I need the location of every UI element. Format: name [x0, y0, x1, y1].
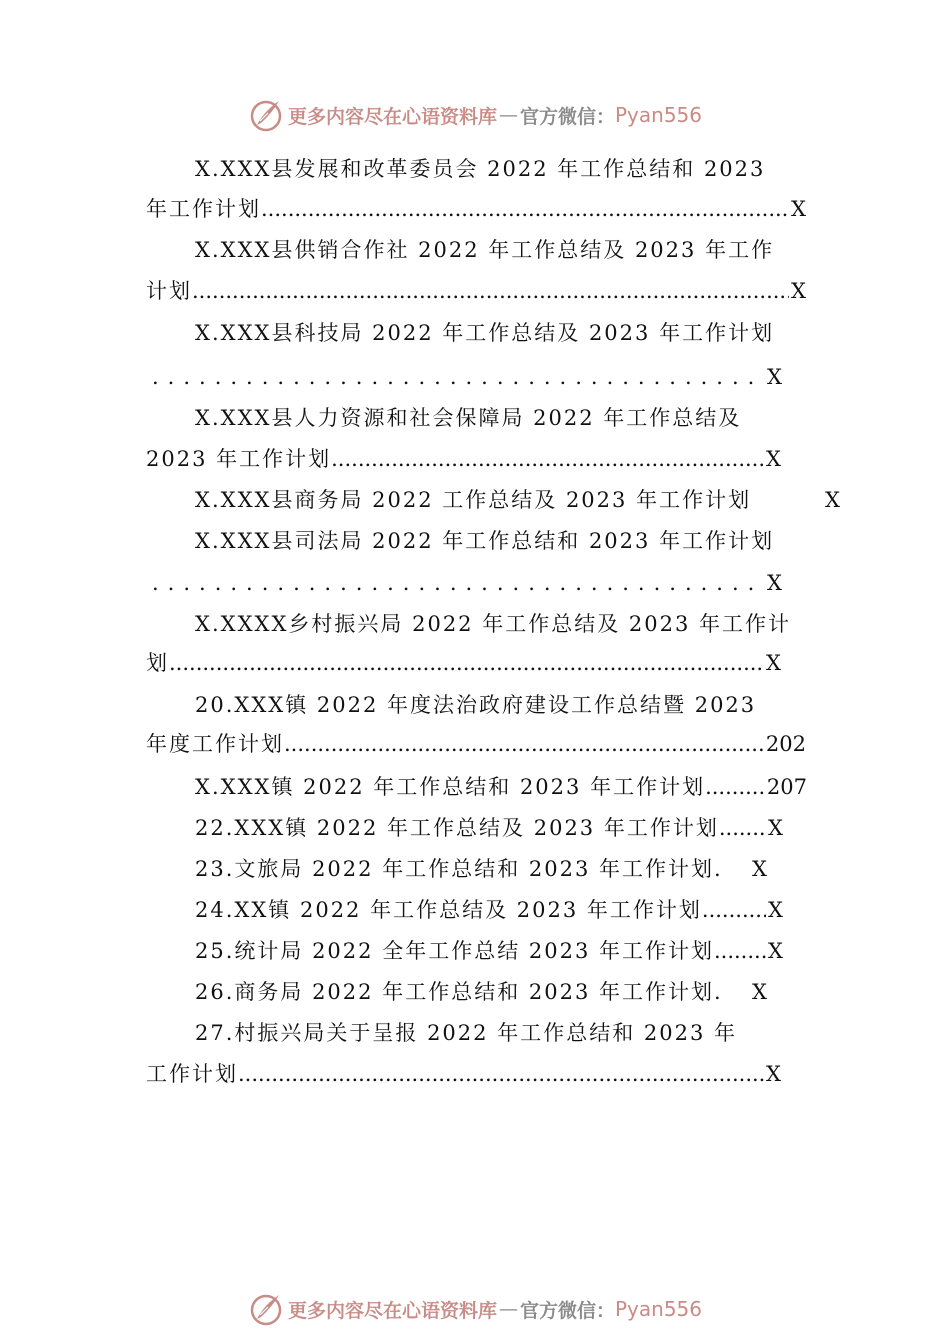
- quill-logo-icon: [248, 1291, 284, 1327]
- toc-entry-continuation[interactable]: [152, 566, 782, 600]
- watermark-separator: —: [498, 104, 518, 126]
- toc-entry-text: 27.村振兴局关于呈报 2022 年工作总结和 2023 年: [195, 1021, 737, 1045]
- toc-entry-text: X.XXX县供销合作社 2022 年工作总结及 2023 年工作: [195, 238, 775, 262]
- toc-entry-text: 年工作计划: [146, 197, 261, 221]
- toc-leader-dots: [261, 192, 789, 226]
- toc-leader-dots: [714, 934, 766, 968]
- watermark-label: 官方微信：: [519, 105, 615, 128]
- watermark-separator: —: [498, 1298, 518, 1320]
- toc-entry-continuation[interactable]: [152, 360, 782, 394]
- toc-page-number: X: [791, 197, 806, 221]
- toc-entry-single[interactable]: [195, 975, 767, 1009]
- toc-entry-title[interactable]: [195, 524, 774, 558]
- toc-entry-text: X.XXX县商务局 2022 工作总结及 2023 年工作计划: [195, 488, 752, 512]
- watermark-wechat-id: Pyan556: [615, 1297, 703, 1321]
- watermark-wechat-id: Pyan556: [615, 103, 703, 127]
- toc-entry-single[interactable]: [195, 483, 840, 517]
- toc-entry-title[interactable]: [195, 152, 795, 186]
- toc-entry-title[interactable]: [195, 316, 774, 350]
- toc-leader-dots: [152, 566, 765, 600]
- watermark-text: 更多内容尽在心语资料库: [287, 1299, 497, 1322]
- watermark-text: 更多内容尽在心语资料库: [287, 105, 497, 128]
- toc-page-number: X: [766, 1062, 781, 1086]
- toc-leader-dots: [192, 274, 789, 308]
- toc-page-number: X: [825, 488, 840, 512]
- toc-entry-text: X.XXX镇 2022 年工作总结和 2023 年工作计划: [195, 775, 706, 799]
- toc-leader-dots: [331, 442, 764, 476]
- toc-entry-single[interactable]: [195, 770, 807, 804]
- toc-entry-single[interactable]: [195, 852, 767, 886]
- toc-entry-text: X.XXXX乡村振兴局 2022 年工作总结及 2023 年工作计: [195, 612, 792, 636]
- toc-leader-dots: [705, 770, 765, 804]
- toc-entry-text: 2023 年工作计划: [146, 447, 332, 471]
- toc-entry-text: 24.XX镇 2022 年工作总结及 2023 年工作计划: [195, 898, 702, 922]
- toc-leader-dots: [719, 811, 766, 845]
- toc-page-number: X: [752, 857, 767, 881]
- toc-entry-text: 25.统计局 2022 全年工作总结 2023 年工作计划: [195, 939, 714, 963]
- toc-entry-continuation[interactable]: [146, 646, 781, 680]
- toc-entry-text: X.XXX县人力资源和社会保障局 2022 年工作总结及: [195, 406, 742, 430]
- toc-entry-title[interactable]: [195, 401, 741, 435]
- toc-page-number: X: [791, 279, 806, 303]
- toc-entry-title[interactable]: [195, 233, 774, 267]
- toc-entry-text: 年度工作计划: [146, 732, 284, 756]
- toc-page-number: X: [768, 816, 783, 840]
- toc-entry-continuation[interactable]: [146, 274, 806, 308]
- toc-entry-single[interactable]: [195, 893, 783, 927]
- toc-entry-text: 计划: [146, 279, 192, 303]
- toc-entry-continuation[interactable]: [146, 192, 806, 226]
- toc-entry-continuation[interactable]: [146, 1057, 781, 1091]
- toc-entry-title[interactable]: [195, 688, 756, 722]
- toc-entry-title[interactable]: [195, 607, 791, 641]
- toc-page-number: X: [766, 447, 781, 471]
- watermark-footer: [0, 1289, 950, 1329]
- toc-page-number: 202: [765, 732, 806, 756]
- toc-page-number: X: [752, 980, 767, 1004]
- toc-entry-text: 22.XXX镇 2022 年工作总结及 2023 年工作计划: [195, 816, 719, 840]
- toc-entry-text: X.XXX县司法局 2022 年工作总结和 2023 年工作计划: [195, 529, 775, 553]
- toc-page-number: 207: [766, 775, 807, 799]
- toc-leader-dots: [702, 893, 766, 927]
- toc-page-number: X: [767, 571, 782, 595]
- toc-entry-text: X.XXX县发展和改革委员会 2022 年工作总结和 2023: [195, 157, 766, 181]
- toc-leader-dots: [152, 360, 765, 394]
- toc-entry-single[interactable]: [195, 811, 783, 845]
- toc-entry-text: 23.文旅局 2022 年工作总结和 2023 年工作计划.: [195, 857, 723, 881]
- toc-leader-dots: [238, 1057, 764, 1091]
- toc-entry-title[interactable]: [195, 1016, 737, 1050]
- toc-entry-text: X.XXX县科技局 2022 年工作总结及 2023 年工作计划: [195, 321, 775, 345]
- toc-entry-text: 26.商务局 2022 年工作总结和 2023 年工作计划.: [195, 980, 723, 1004]
- toc-page-number: X: [767, 365, 782, 389]
- toc-entry-text: 工作计划: [146, 1062, 238, 1086]
- toc-page-number: X: [768, 939, 783, 963]
- toc-entry-single[interactable]: [195, 934, 783, 968]
- watermark-label: 官方微信：: [519, 1299, 615, 1322]
- toc-leader-dots: [169, 646, 764, 680]
- toc-entry-text: 划: [146, 651, 169, 675]
- toc-page-number: X: [768, 898, 783, 922]
- toc-entry-continuation[interactable]: [146, 727, 806, 761]
- toc-entry-continuation[interactable]: [146, 442, 781, 476]
- toc-leader-dots: [284, 727, 764, 761]
- toc-page-number: X: [766, 651, 781, 675]
- toc-entry-text: 20.XXX镇 2022 年度法治政府建设工作总结暨 2023: [195, 693, 757, 717]
